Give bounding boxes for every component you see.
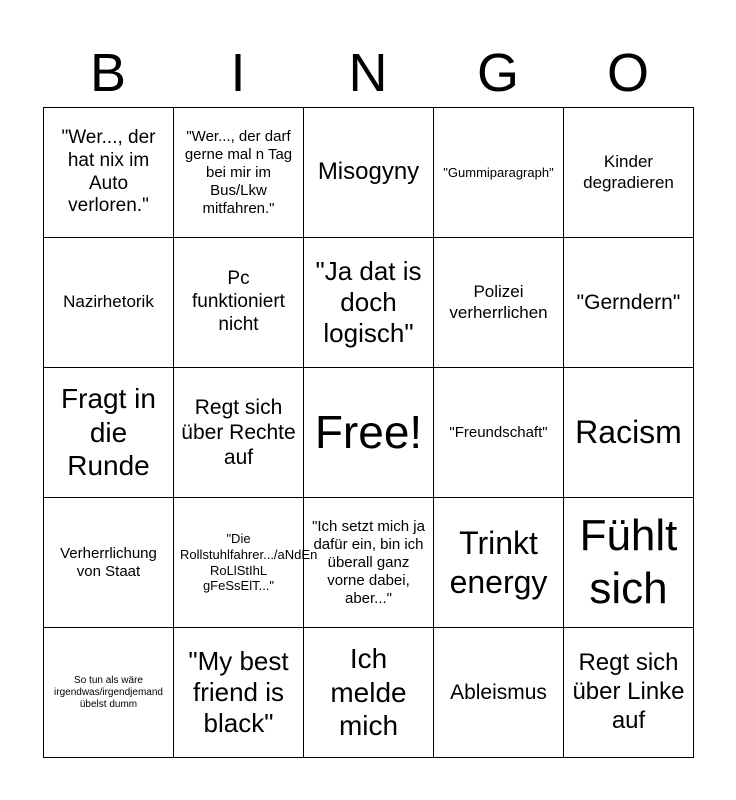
cell-text: Polizei verherrlichen [449, 282, 548, 322]
cell-text: Misogyny [317, 158, 420, 186]
bingo-cell[interactable] [434, 368, 564, 498]
cell-text: Fragt in die Runde [61, 383, 156, 482]
bingo-grid [43, 107, 694, 758]
header-letter-o: O [606, 43, 649, 103]
bingo-cell[interactable] [564, 368, 694, 498]
header-letter-b: B [89, 43, 127, 103]
free-space-cell[interactable] [304, 368, 434, 498]
bingo-row [44, 498, 694, 628]
bingo-cell[interactable] [564, 628, 694, 758]
cell-text: "Gummiparagraph" [443, 164, 554, 180]
bingo-cell[interactable] [434, 498, 564, 628]
bingo-cell[interactable] [44, 498, 174, 628]
bingo-cell[interactable] [44, 108, 174, 238]
cell-text: Regt sich über Rechte auf [181, 395, 296, 470]
header-letter-i: I [230, 43, 246, 103]
cell-text: Regt sich über Linke auf [572, 649, 685, 734]
bingo-cell[interactable] [174, 238, 304, 368]
cell-text: "Gerndern" [576, 290, 681, 314]
cell-text: Racism [575, 414, 682, 451]
bingo-row [44, 108, 694, 238]
bingo-cell[interactable] [44, 628, 174, 758]
cell-text: Pc funktioniert nicht [192, 268, 285, 335]
cell-text: "Ja dat is doch logisch" [315, 255, 422, 349]
cell-text: "Die Rollstuhlfahrer.../aNdEn RoLlStIhL gFeSsElT..." [180, 531, 318, 594]
cell-text: "Ich setzt mich ja dafür ein, bin ich überall ganz vorne dabei, aber..." [312, 517, 425, 607]
cell-text: Ich melde mich [330, 643, 407, 742]
bingo-row [44, 368, 694, 498]
cell-text: Verherrlichung von Staat [60, 544, 157, 580]
cell-text: "Wer..., der darf gerne mal n Tag bei mir im Bus/Lkw mitfahren." [184, 127, 293, 217]
cell-text: "Wer..., der hat nix im Auto verloren." [61, 126, 156, 217]
bingo-cell[interactable] [304, 108, 434, 238]
cell-text: Nazirhetorik [63, 292, 154, 312]
bingo-cell[interactable] [564, 498, 694, 628]
bingo-cell[interactable] [304, 628, 434, 758]
bingo-row [44, 628, 694, 758]
cell-text: Fühlt sich [579, 510, 678, 613]
bingo-row [44, 238, 694, 368]
bingo-cell[interactable] [564, 108, 694, 238]
bingo-cell[interactable] [174, 628, 304, 758]
bingo-cell[interactable] [174, 108, 304, 238]
cell-text: "Freundschaft" [449, 423, 548, 441]
bingo-cell[interactable] [564, 238, 694, 368]
cell-text: "My best friend is black" [188, 645, 289, 739]
header-letter-g: G [476, 43, 519, 103]
header-letter-n: N [348, 43, 388, 103]
bingo-cell[interactable] [174, 368, 304, 498]
free-space-text: Free! [314, 405, 423, 458]
cell-text: So tun als wäre irgendwas/irgendjemand übelst dumm [54, 674, 163, 710]
bingo-cell[interactable] [44, 368, 174, 498]
bingo-cell[interactable] [304, 238, 434, 368]
bingo-cell[interactable] [304, 498, 434, 628]
bingo-cell[interactable] [174, 498, 318, 628]
bingo-cell[interactable] [44, 238, 174, 368]
bingo-header [43, 40, 693, 106]
bingo-cell[interactable] [434, 108, 564, 238]
bingo-cell[interactable] [434, 238, 564, 368]
bingo-cell[interactable] [434, 628, 564, 758]
cell-text: Kinder degradieren [583, 152, 674, 192]
cell-text: Trinkt energy [449, 525, 548, 600]
cell-text: Ableismus [450, 680, 547, 704]
